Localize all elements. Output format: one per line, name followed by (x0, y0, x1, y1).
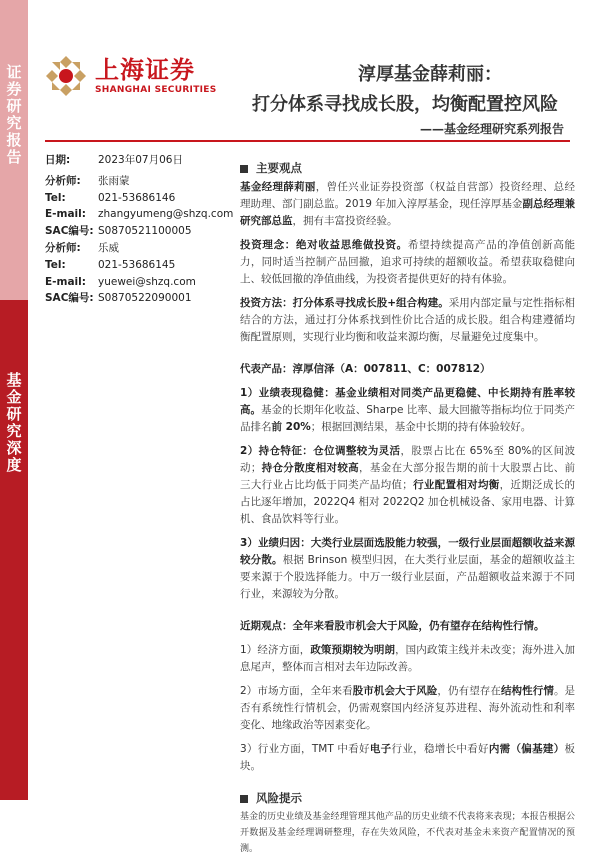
risk-disclaimer: 基金的历史业绩及基金经理管理其他产品的历史业绩不代表将来表现；本报告根据公开数据及基金经理调研整理，存在失效风险，不代表对基金未来资产配置情况的预测。 (240, 812, 575, 854)
logo-mark-icon (45, 55, 87, 97)
outlook-market: 2）市场方面，全年来看股市机会大于风险，仍有望存在结构性行情。是否有系统性行情机会，仍需观察国内经济复苏进程、海外流动性和利率变化、地缘政治等因素变化。 (240, 685, 576, 731)
side-label-fund-depth: 基金研究深度 (6, 371, 22, 474)
info-key: E-mail: (45, 275, 86, 288)
section-heading-risk (240, 790, 575, 807)
info-value: 2023年07月06日 (98, 154, 183, 166)
info-row-sac (45, 223, 235, 240)
investment-philosophy: 投资理念：绝对收益思维做投资。希望持续提高产品的净值创新高能力，同时适当控制产品回撤，追求可持续的超额收益。希望获取稳健向上、较低回撤的净值曲线，为投资者提供更好的持有体验。 (240, 239, 576, 285)
section-title: 风险提示 (256, 791, 302, 805)
logo-english-name: SHANGHAI SECURITIES (95, 85, 217, 95)
info-key: Tel: (45, 191, 66, 204)
report-info-panel (45, 152, 235, 307)
report-series-label: ——基金经理研究系列报告 (419, 122, 564, 136)
info-value: S0870522090001 (98, 292, 192, 305)
outlook-economy: 1）经济方面，政策预期较为明朗，国内政策主线并未改变；海外进入加息尾声，整体而言相对去年边际改善。 (240, 644, 576, 673)
outlook-industry: 3）行业方面，TMT 中看好电子行业，稳增长中看好内需（偏基建）板块。 (240, 743, 576, 772)
investment-method: 投资方法：打分体系寻找成长股+组合构建。采用内部定量与定性指标相结合的方法，通过打分体系找到性价比合适的成长股。组合构建遵循均衡配置原则，实现行业均衡和收益来源均衡，尽量避免过度集中。 (240, 297, 575, 343)
info-row-email (45, 206, 235, 223)
info-value: yuewei@shzq.com (98, 275, 196, 288)
info-value: 乐威 (98, 241, 119, 254)
info-value: zhangyumeng@shzq.com (98, 208, 234, 221)
info-value: 021-53686146 (98, 191, 176, 204)
representative-product: 代表产品：淳厚信泽（A：007811、C：007812） (240, 363, 491, 375)
info-row-analyst (45, 240, 235, 257)
company-logo (45, 55, 217, 97)
info-key: SAC编号: (45, 225, 94, 238)
info-value: S0870521100005 (98, 225, 192, 238)
outlook-heading: 近期观点：全年来看股市机会大于风险，仍有望存在结构性行情。 (240, 620, 545, 632)
info-row-date (45, 152, 235, 169)
info-row-tel (45, 190, 235, 207)
info-row-tel (45, 257, 235, 274)
info-key: 分析师: (45, 241, 81, 254)
report-title-line2: 打分体系寻找成长股，均衡配置控风险 (252, 94, 558, 115)
header-divider (45, 140, 570, 142)
info-key: SAC编号: (45, 292, 94, 305)
manager-intro: 基金经理薛莉丽，曾任兴业证券投资部（权益自营部）投资经理、总经理助理、部门副总监。2019 年加入淳厚基金，现任淳厚基金副总经理兼研究部总监，拥有丰富投资经验。 (240, 181, 576, 227)
info-row-analyst (45, 173, 235, 190)
point-attribution: 3）业绩归因：大类行业层面选股能力较强，一级行业层面超额收益来源较分散。根据 Brinson 模型归因，在大类行业层面，基金的超额收益主要来源于个股选择能力。中万一级行业层面，产品超额收益来源于不同行业，来源较为分散。 (240, 537, 575, 600)
section-heading-main-points (240, 160, 575, 177)
main-content (240, 160, 575, 864)
info-row-email (45, 274, 235, 291)
section-title: 主要观点 (256, 161, 302, 175)
info-value: 021-53686145 (98, 258, 176, 271)
report-title-line1: 淳厚基金薛莉丽： (358, 64, 502, 85)
square-bullet-icon (240, 165, 248, 173)
side-label-research-report: 证券研究报告 (6, 63, 22, 166)
logo-chinese-name: 上海证券 (95, 56, 195, 84)
info-row-sac (45, 290, 235, 307)
point-holdings: 2）持仓特征：仓位调整较为灵活，股票占比在 65%至 80%的区间波动；持仓分散度相对较高，基金在大部分报告期的前十大股票占比、前三大行业占比均低于同类产品均值；行业配置相对均衡，近期泛成长的占比逐年增加，2022Q4 相对 2022Q2 加仓机械设备、家用电器、计算机、食品饮料等行业。 (240, 445, 576, 525)
info-key: 日期: (45, 154, 71, 166)
info-key: Tel: (45, 258, 66, 271)
info-value: 张雨蒙 (98, 174, 130, 187)
info-key: E-mail: (45, 208, 86, 221)
square-bullet-icon (240, 795, 248, 803)
info-key: 分析师: (45, 174, 81, 187)
point-performance: 1）业绩表现稳健：基金业绩相对同类产品更稳健、中长期持有胜率较高。基金的长期年化收益、Sharpe 比率、最大回撤等指标均位于同类产品排名前 20%；根据回测结果，基金中长期的持有体验较好。 (240, 387, 576, 433)
